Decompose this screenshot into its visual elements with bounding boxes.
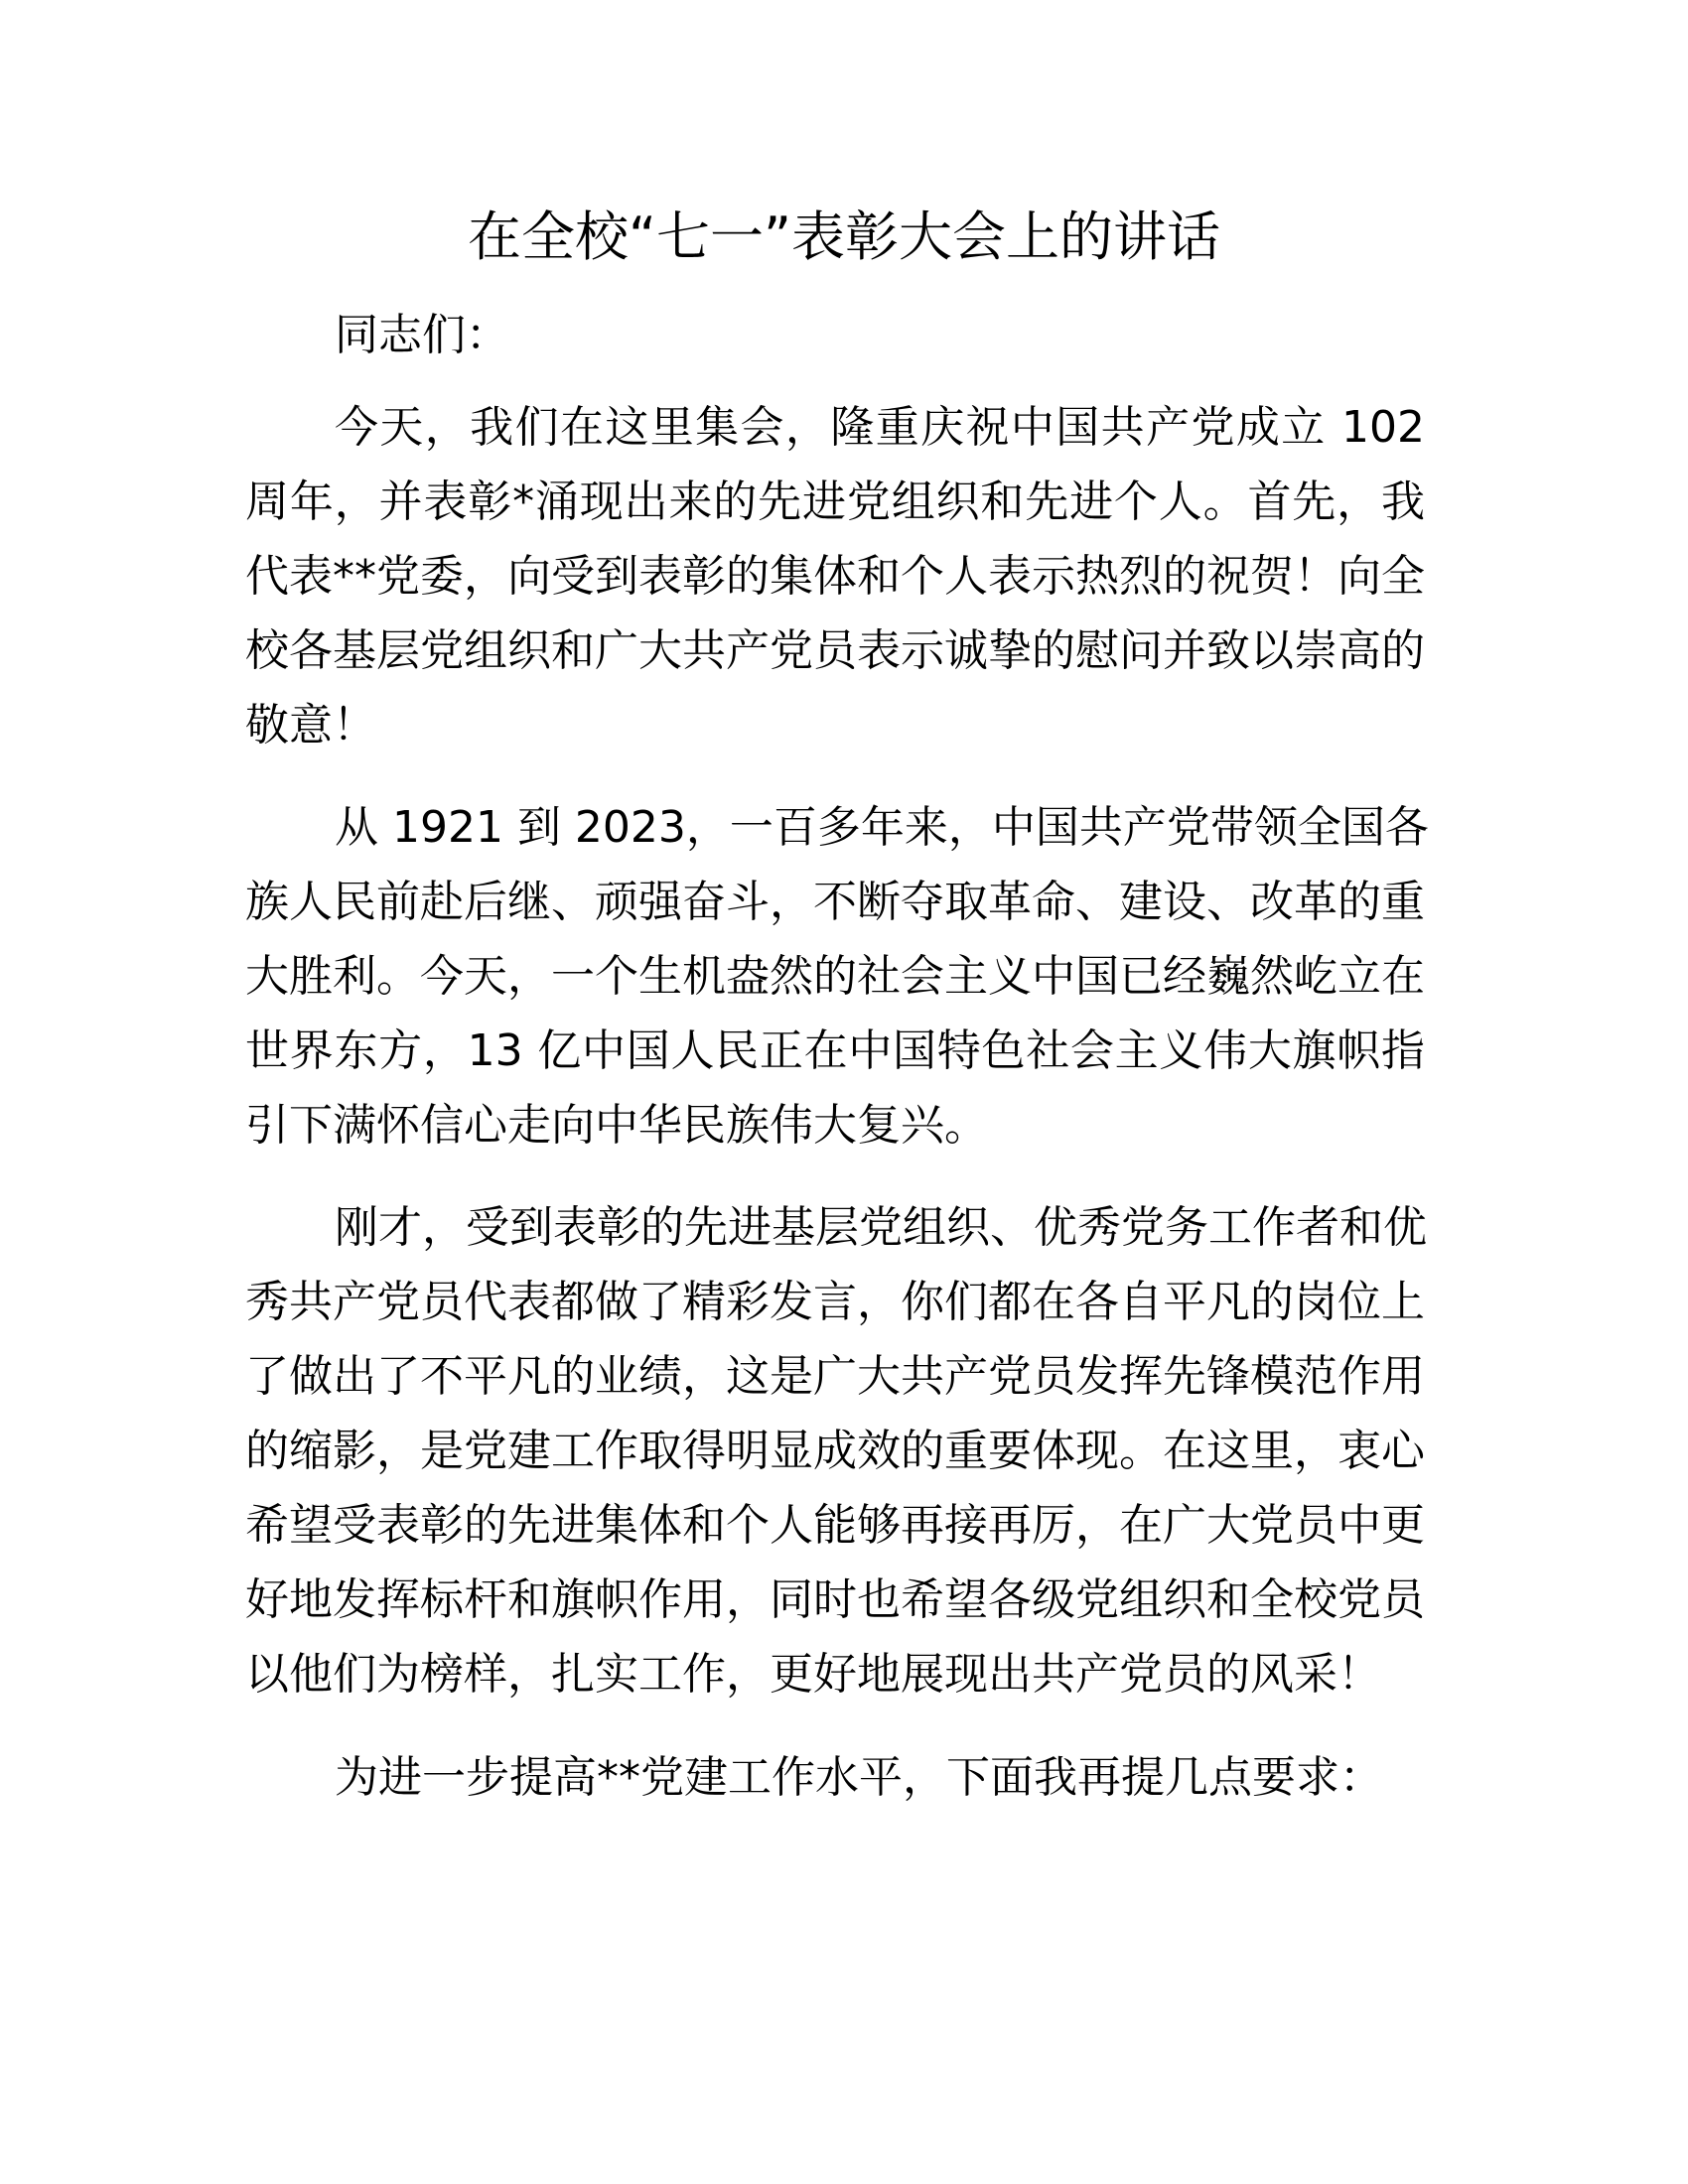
paragraph-line: 族人民前赴后继、顽强奋斗，不断夺取革命、建设、改革的重 — [245, 877, 1425, 927]
paragraph-line: 了做出了不平凡的业绩，这是广大共产党员发挥先锋模范作用 — [245, 1351, 1425, 1402]
paragraph-line: 秀共产党员代表都做了精彩发言，你们都在各自平凡的岗位上 — [245, 1277, 1425, 1327]
paragraph-line: 刚才，受到表彰的先进基层党组织、优秀党务工作者和优 — [335, 1202, 1427, 1253]
paragraph-1 — [245, 390, 1425, 762]
salutation — [245, 298, 1425, 372]
paragraph-line: 以他们为榜样，扎实工作，更好地展现出共产党员的风采！ — [245, 1649, 1381, 1700]
paragraph-line: 为进一步提高**党建工作水平，下面我再提几点要求： — [335, 1752, 1383, 1803]
salutation-text: 同志们： — [335, 310, 509, 360]
paragraph-line: 的缩影，是党建工作取得明显成效的重要体现。在这里，衷心 — [245, 1426, 1425, 1476]
paragraph-line: 大胜利。今天，一个生机盎然的社会主义中国已经巍然屹立在 — [245, 951, 1425, 1002]
paragraph-line: 希望受表彰的先进集体和个人能够再接再厉，在广大党员中更 — [245, 1500, 1425, 1551]
document-title: 在全校“七一”表彰大会上的讲话 — [468, 205, 1220, 268]
paragraph-line: 周年，并表彰*涌现出来的先进党组织和先进个人。首先，我 — [245, 477, 1425, 527]
paragraph-2 — [245, 790, 1429, 1162]
paragraph-line: 引下满怀信心走向中华民族伟大复兴。 — [245, 1100, 988, 1151]
paragraph-line: 从 1921 到 2023，一百多年来，中国共产党带领全国各 — [335, 802, 1429, 853]
paragraph-line: 校各基层党组织和广大共产党员表示诚挚的慰问并致以崇高的 — [245, 625, 1425, 676]
paragraph-4 — [245, 1740, 1425, 1815]
paragraph-line: 敬意！ — [245, 700, 376, 751]
paragraph-line: 代表**党委，向受到表彰的集体和个人表示热烈的祝贺！向全 — [245, 551, 1425, 602]
paragraph-line: 世界东方，13 亿中国人民正在中国特色社会主义伟大旗帜指 — [245, 1025, 1425, 1076]
paragraph-3 — [245, 1190, 1425, 1711]
paragraph-line: 今天，我们在这里集会，隆重庆祝中国共产党成立 102 — [335, 402, 1425, 453]
paragraph-line: 好地发挥标杆和旗帜作用，同时也希望各级党组织和全校党员 — [245, 1574, 1425, 1625]
